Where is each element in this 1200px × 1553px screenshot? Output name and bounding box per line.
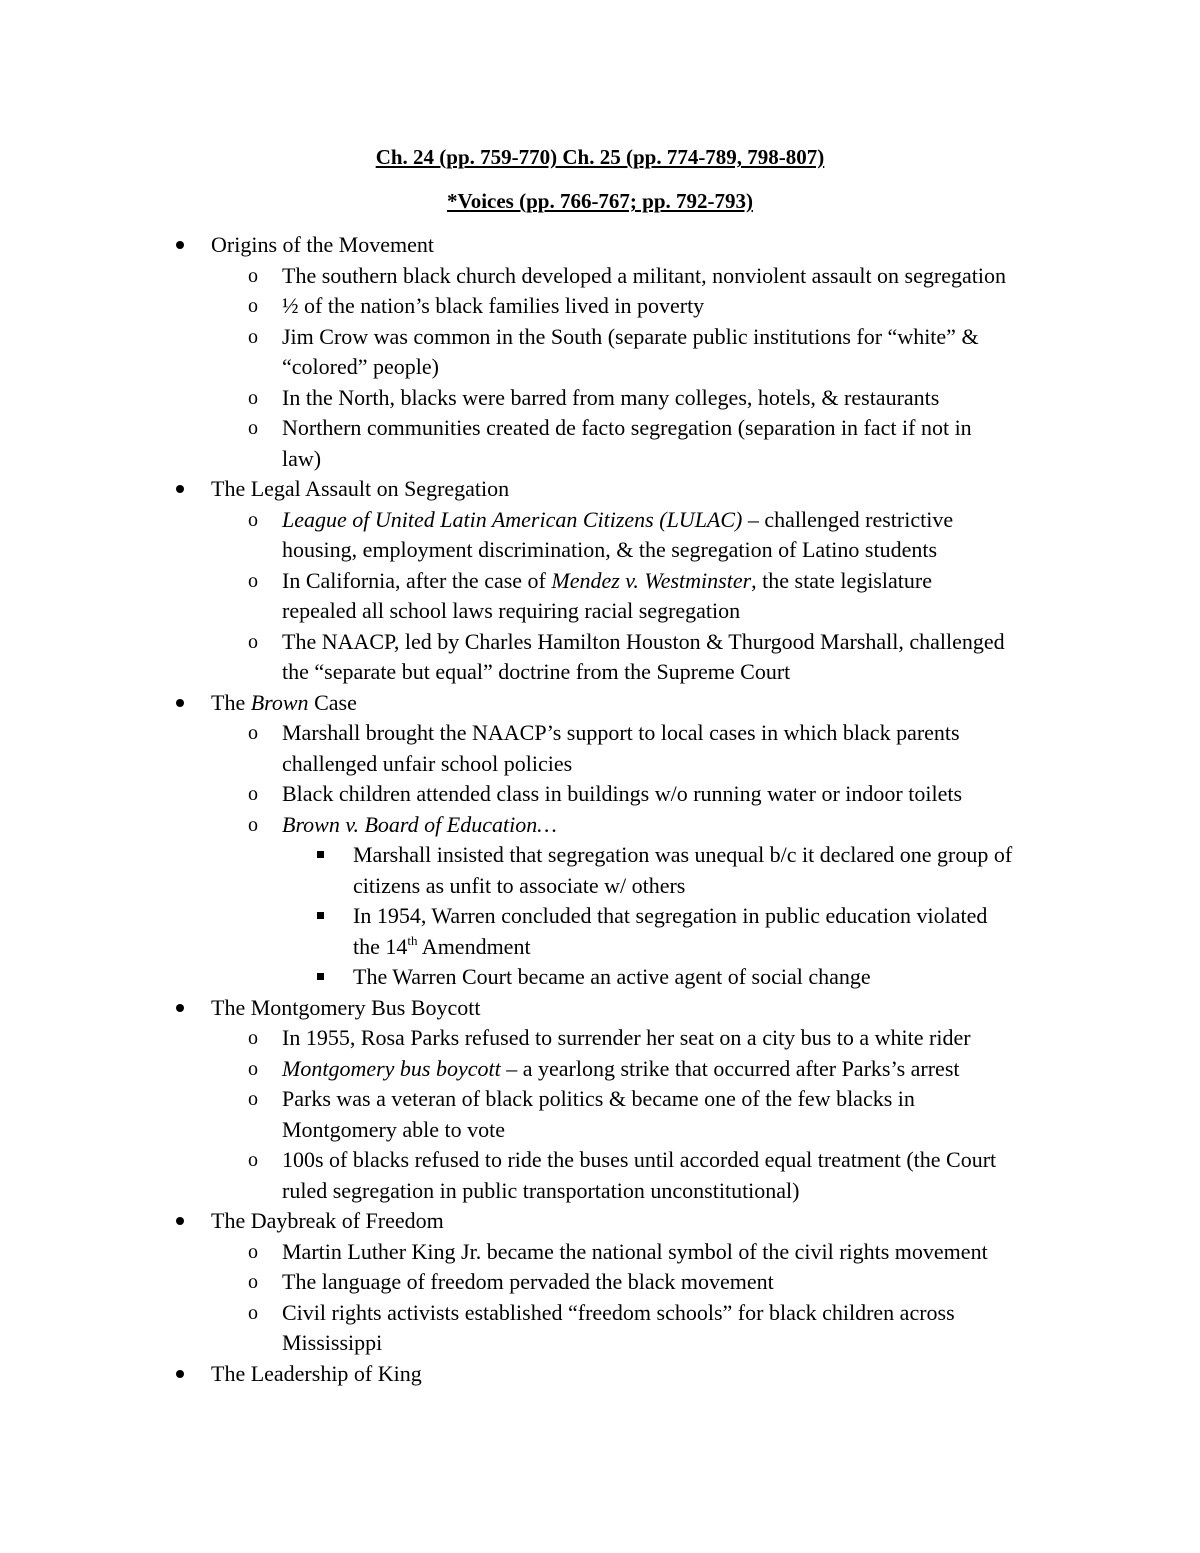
list-item-continuation [0,657,1200,688]
heading-text: The Montgomery Bus Boycott [211,994,481,1020]
superscript: th [407,932,418,948]
list-item [0,627,1200,658]
circle-bullet-icon: o [248,386,258,409]
item-text: The Warren Court became an active agent of social change [353,964,871,989]
circle-bullet-icon: o [248,264,258,287]
circle-bullet-icon: o [248,1057,258,1080]
list-item [0,1298,1200,1329]
item-text: ruled segregation in public transportation unconstitutional) [282,1177,800,1203]
item-text: law) [282,445,322,471]
sub-list-item [0,962,1200,993]
list-item-continuation [0,1176,1200,1207]
list-item [0,322,1200,353]
list-item-continuation [0,1328,1200,1359]
case-name: Brown [250,689,309,715]
item-text: Amendment [417,933,531,959]
circle-bullet-icon: o [248,1301,258,1324]
circle-bullet-icon: o [248,1088,258,1110]
term: Montgomery bus boycott [282,1055,501,1081]
page-subtitle: *Voices (pp. 766-767; pp. 792-793) [446,189,754,213]
notes-list [0,230,1200,1389]
case-name: Mendez v. Westminster [551,567,752,593]
bullet-icon [176,485,184,493]
item-text: In California, after the case of [282,567,552,593]
item-text: In the North, blacks were barred from many colleges, hotels, & restaurants [282,384,940,410]
circle-bullet-icon: o [248,569,258,592]
list-item [0,291,1200,322]
list-item [0,505,1200,536]
page-title: Ch. 24 (pp. 759-770) Ch. 25 (pp. 774-789, 798-807) [375,145,825,169]
bullet-icon [176,1217,184,1225]
section-heading [0,230,1200,261]
item-text: , the state legislature [751,567,932,593]
list-item [0,810,1200,841]
item-text: In 1954, Warren concluded that segregation in public education violated [353,903,988,928]
heading-text: The Legal Assault on Segregation [211,476,510,501]
bullet-icon [176,241,184,249]
item-text: “colored” people) [282,354,439,379]
sub-list-item-continuation [0,871,1200,902]
item-text: – a yearlong strike that occurred after Parks’s arrest [500,1055,960,1081]
heading-text: The Leadership of King [211,1360,422,1386]
item-text: The NAACP, led by Charles Hamilton Houston & Thurgood Marshall, challenged [282,628,1005,654]
circle-bullet-icon: o [248,1149,258,1171]
section-heading [0,993,1200,1024]
heading-text: Case [308,689,357,715]
item-text: challenged unfair school policies [282,750,573,776]
list-item-continuation [0,596,1200,627]
square-bullet-icon [317,912,324,919]
item-text: Jim Crow was common in the South (separate public institutions for “white” & [282,323,979,349]
heading-text: The [211,689,251,715]
section-heading [0,474,1200,505]
heading-text: The Daybreak of Freedom [211,1208,444,1233]
square-bullet-icon [317,851,324,858]
heading-text: Origins of the Movement [211,232,435,257]
section-heading [0,688,1200,719]
item-text: The language of freedom pervaded the black movement [282,1269,774,1294]
square-bullet-icon [317,973,324,980]
item-text: Martin Luther King Jr. became the national symbol of the civil rights movement [282,1238,988,1264]
list-item [0,779,1200,810]
list-item-continuation [0,535,1200,566]
bullet-icon [176,699,184,707]
list-item-continuation [0,444,1200,475]
list-item [0,1054,1200,1085]
circle-bullet-icon: o [248,1240,258,1263]
bullet-icon [176,1370,184,1378]
circle-bullet-icon: o [248,630,258,653]
list-item-continuation [0,352,1200,383]
circle-bullet-icon: o [248,325,258,348]
list-item [0,1084,1200,1115]
list-item [0,718,1200,749]
item-text: In 1955, Rosa Parks refused to surrender her seat on a city bus to a white rider [282,1025,971,1050]
circle-bullet-icon: o [248,722,258,744]
list-item [0,1023,1200,1054]
item-text: The southern black church developed a militant, nonviolent assault on segregation [282,262,1006,288]
section-heading [0,1206,1200,1237]
list-item [0,1267,1200,1298]
item-text: Northern communities created de facto segregation (separation in fact if not in [282,415,972,440]
item-text: the “separate but equal” doctrine from the Supreme Court [282,659,791,684]
item-text: Black children attended class in buildings w/o running water or indoor toilets [282,781,963,806]
circle-bullet-icon: o [248,1271,258,1293]
sub-list-item [0,901,1200,932]
item-text: the 14 [353,933,408,959]
circle-bullet-icon: o [248,295,258,317]
item-text: repealed all school laws requiring racial segregation [282,598,741,623]
list-item-continuation [0,749,1200,780]
list-item [0,1237,1200,1268]
item-text: Marshall insisted that segregation was unequal b/c it declared one group of [353,842,1013,867]
item-text: Mississippi [282,1330,383,1355]
bullet-icon [176,1004,184,1012]
list-item [0,261,1200,292]
circle-bullet-icon: o [248,783,258,805]
list-item [0,566,1200,597]
item-text: – challenged restrictive [742,506,954,532]
sub-list-item [0,840,1200,871]
list-item [0,383,1200,414]
item-text: Civil rights activists established “freedom schools” for black children across [282,1299,955,1325]
item-text: Parks was a veteran of black politics & became one of the few blacks in [282,1086,915,1111]
section-heading [0,1359,1200,1390]
case-name: Brown v. Board of Education… [282,811,557,837]
item-text: citizens as unfit to associate w/ others [353,872,686,898]
organization-name: League of United Latin American Citizens (LULAC) [282,506,743,532]
circle-bullet-icon: o [248,417,258,439]
item-text: housing, employment discrimination, & the segregation of Latino students [282,537,938,562]
circle-bullet-icon: o [248,508,258,531]
circle-bullet-icon: o [248,813,258,836]
sub-list-item-continuation [0,932,1200,963]
list-item [0,1145,1200,1176]
item-text: Marshall brought the NAACP’s support to local cases in which black parents [282,720,960,745]
list-item [0,413,1200,444]
item-text: Montgomery able to vote [282,1116,506,1142]
circle-bullet-icon: o [248,1027,258,1049]
item-text: ½ of the nation’s black families lived in poverty [282,293,705,318]
item-text: 100s of blacks refused to ride the buses until accorded equal treatment (the Court [282,1147,997,1172]
list-item-continuation [0,1115,1200,1146]
